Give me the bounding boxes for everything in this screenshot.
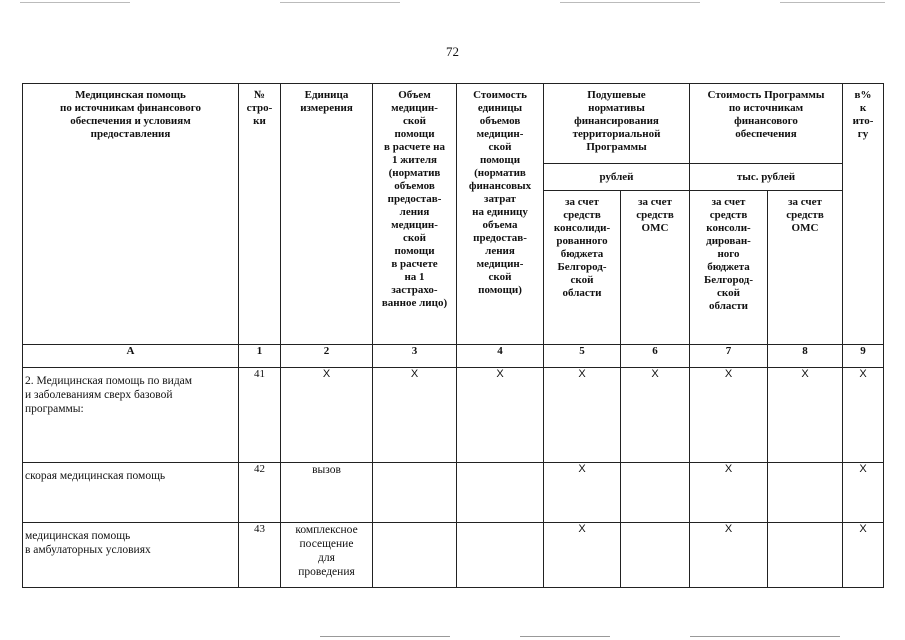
top-edge-rule [780,2,885,3]
row-care-name: медицинская помощь в амбулаторных условиях [23,523,239,588]
bottom-edge-rule [690,636,840,637]
table-row [23,368,884,463]
column-index: 8 [768,345,843,368]
cell-value [768,523,843,588]
cell-value: X [690,523,768,588]
cell-value: X [843,368,884,463]
cell-value: X [281,368,373,463]
page-number: 72 [446,44,459,59]
cell-value: X [457,368,544,463]
cell-value: X [544,523,621,588]
cell-value: X [544,463,621,523]
cell-value: X [544,368,621,463]
column-index: 1 [239,345,281,368]
top-edge-rule [560,2,700,3]
cell-value [768,463,843,523]
header-unit: Единица измерения [281,84,373,345]
header-unit-rubles: рублей [544,164,690,191]
bottom-edge-rule [320,636,450,637]
column-index: 2 [281,345,373,368]
cell-value: X [690,463,768,523]
header-care-type: Медицинская помощь по источникам финансового обеспечения и условиям предоставления [23,84,239,345]
cell-value [373,523,457,588]
cell-value: X [843,523,884,588]
column-index: 3 [373,345,457,368]
row-number: 43 [239,523,281,588]
row-number: 42 [239,463,281,523]
column-index: 9 [843,345,884,368]
header-percent-of-total: в% к ито- гу [843,84,884,345]
table-row [23,523,884,588]
cell-unit: вызов [281,463,373,523]
cell-value [373,463,457,523]
header-oms-funds-cost: за счет средств ОМС [768,191,843,345]
header-regional-budget-cost: за счет средств консоли- дирован- ного бюджета Белгород- ской области [690,191,768,345]
cell-value: X [843,463,884,523]
cell-unit: комплексное посещение для проведения [281,523,373,588]
column-index: 6 [621,345,690,368]
column-index: 4 [457,345,544,368]
row-care-name: 2. Медицинская помощь по видам и заболеваниям сверх базовой программы: [23,368,239,463]
header-per-capita-norms: Подушевые нормативы финансирования территориальной Программы [544,84,690,164]
cell-value: X [373,368,457,463]
top-edge-rule [20,2,130,3]
cell-value [621,463,690,523]
financing-table [22,83,884,588]
row-number: 41 [239,368,281,463]
row-care-name: скорая медицинская помощь [23,463,239,523]
header-volume-norm: Объем медицин- ской помощи в расчете на 1 жителя (норматив объемов предостав- ления медицин- ской помощи в расчете на 1 застрахо- ванное лицо) [373,84,457,345]
cell-value [457,523,544,588]
header-regional-budget: за счет средств консолиди- рованного бюджета Белгород- ской области [544,191,621,345]
cell-value: X [768,368,843,463]
cell-value: X [690,368,768,463]
cell-value: X [621,368,690,463]
cell-value [457,463,544,523]
header-unit-cost: Стоимость единицы объемов медицин- ской помощи (норматив финансовых затрат на единицу объема предостав- ления медицин- ской помощи) [457,84,544,345]
cell-value [621,523,690,588]
column-index: 5 [544,345,621,368]
header-program-cost: Стоимость Программы по источникам финансового обеспечения [690,84,843,164]
header-unit-thousand-rubles: тыс. рублей [690,164,843,191]
top-edge-rule [280,2,400,3]
column-index: 7 [690,345,768,368]
header-row-number: № стро- ки [239,84,281,345]
bottom-edge-rule [520,636,610,637]
table-row [23,463,884,523]
header-oms-funds: за счет средств ОМС [621,191,690,345]
column-index: А [23,345,239,368]
column-index-row [23,345,884,368]
